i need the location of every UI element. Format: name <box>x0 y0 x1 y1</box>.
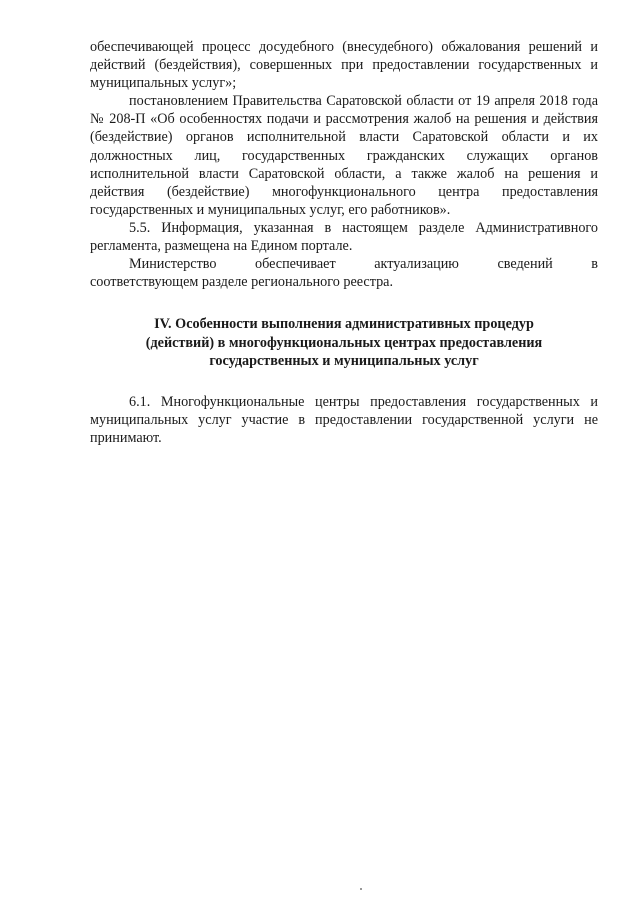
document-page <box>90 38 598 447</box>
paragraph-ministry-first-line <box>90 255 598 273</box>
paragraph-continuation: обеспечивающей процесс досудебного (внесудебного) обжалования решений и действий (бездействия), совершенных при предоставлении государственных и муниципальных услуг»; <box>90 39 598 92</box>
section-heading: IV. Особенности выполнения административных процедур (действий) в многофункциональных центрах предоставления государственных и муниципальных услуг <box>145 316 543 369</box>
word: сведений <box>497 256 553 273</box>
paragraph-6-1: 6.1. Многофункциональные центры предоставления государственных и муниципальных услуг участие в предоставлении государственной услуги не принимают. <box>90 393 598 447</box>
word: актуализацию <box>374 256 459 273</box>
paragraph-ministry <box>90 255 598 291</box>
paragraph-ministry-last-line: соответствующем разделе регионального реестра. <box>90 274 394 291</box>
word: обеспечивает <box>255 256 336 273</box>
scan-speck <box>360 888 362 890</box>
word: Министерство <box>129 256 217 273</box>
paragraph-resolution-reference: постановлением Правительства Саратовской области от 19 апреля 2018 года № 208-П «Об особенностях подачи и рассмотрения жалоб на решения и действия (бездействие) органов исполнительной власти Саратовской области и их должностных лиц, государственных гражданских служащих органов исполнительной власти Саратовской области, а также жалоб на решения и действия (бездействие) многофункционального центра предоставления государственных и муниципальных услуг, его работников». <box>90 93 598 218</box>
paragraph-5-5: 5.5. Информация, указанная в настоящем разделе Административного регламента, размещена на Едином портале. <box>90 219 598 255</box>
word: в <box>591 256 598 273</box>
